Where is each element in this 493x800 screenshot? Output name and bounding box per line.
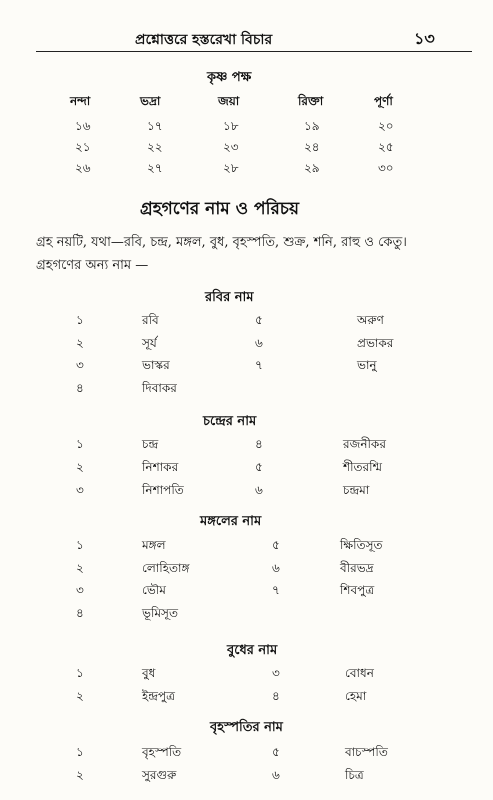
row-index: ৩	[76, 358, 84, 372]
name-cell: রজনীকর	[343, 437, 386, 451]
name-cell: সুরগুরু	[142, 768, 177, 782]
table-cell: ১৭	[147, 119, 163, 133]
name-cell: প্রভাকর	[357, 336, 394, 350]
table-header-cell: নন্দা	[70, 94, 91, 108]
table-cell: ১৯	[304, 119, 320, 133]
row-index: ১	[76, 666, 84, 680]
table-header-cell: রিক্তা	[298, 94, 324, 108]
row-index: ২	[76, 561, 84, 575]
name-cell: নিশাকর	[142, 460, 179, 474]
section-title-rabi: রবির নাম	[205, 290, 254, 305]
graha-section-title: গ্রহগণের নাম ও পরিচয়	[140, 199, 299, 219]
name-cell: শিবপুত্র	[340, 583, 375, 597]
row-index: ৪	[255, 437, 263, 451]
name-cell: চন্দ্রমা	[343, 483, 370, 497]
name-cell: ইন্দ্রপুত্র	[142, 689, 175, 703]
row-index: ৬	[272, 768, 280, 782]
row-index: ৭	[255, 358, 263, 372]
table-cell: ২৬	[75, 161, 91, 175]
name-cell: চন্দ্র	[142, 437, 159, 451]
row-index: ১	[76, 745, 84, 759]
row-index: ৬	[255, 483, 263, 497]
name-cell: মঙ্গল	[142, 538, 166, 552]
section-title-budh: বুধের নাম	[227, 643, 278, 658]
table-cell: ২৭	[147, 161, 163, 175]
row-index: ২	[76, 460, 84, 474]
row-index: ১	[76, 313, 84, 327]
row-index: ১	[76, 437, 84, 451]
name-cell: বাচস্পতি	[345, 745, 388, 759]
row-index: ৩	[76, 483, 84, 497]
table-cell: ২৯	[304, 161, 320, 175]
running-header-title: প্রশ্নোত্তরে হস্তরেখা বিচার	[135, 32, 273, 48]
section-title-brihaspati: বৃহস্পতির নাম	[210, 720, 283, 735]
row-index: ৪	[76, 381, 84, 395]
graha-intro-line: গ্রহগণের অন্য নাম —	[36, 258, 149, 273]
name-cell: নিশাপতি	[142, 483, 184, 497]
table-cell: ২২	[147, 140, 163, 154]
table-cell: ২৩	[223, 140, 239, 154]
name-cell: রবি	[142, 313, 159, 327]
row-index: ২	[76, 336, 84, 350]
row-index: ৪	[272, 689, 280, 703]
table-cell: ২৫	[378, 140, 394, 154]
row-index: ১	[76, 538, 84, 552]
name-cell: বীরভদ্র	[340, 561, 374, 575]
table-cell: ২১	[75, 140, 91, 154]
row-index: ৫	[255, 460, 263, 474]
name-cell: ভাস্কর	[142, 358, 170, 372]
table-header-cell: ভদ্রা	[140, 94, 161, 108]
name-cell: অরুণ	[357, 313, 384, 327]
row-index: ৪	[76, 606, 84, 620]
table-header-cell: পূর্ণা	[374, 94, 393, 108]
row-index: ৩	[76, 583, 84, 597]
table-cell: ২০	[378, 119, 394, 133]
row-index: ৫	[272, 745, 280, 759]
table-cell: ২৮	[223, 161, 239, 175]
row-index: ৫	[272, 538, 280, 552]
table-cell: ১৮	[223, 119, 239, 133]
name-cell: লোহিতাঙ্গ	[142, 561, 190, 575]
name-cell: ক্ষিতিসূত	[340, 538, 383, 552]
table-cell: ৩০	[378, 161, 394, 175]
table-cell: ২৪	[304, 140, 320, 154]
row-index: ৫	[255, 313, 263, 327]
row-index: ৬	[255, 336, 263, 350]
header-rule	[36, 51, 472, 52]
name-cell: ভূমিসূত	[142, 606, 178, 620]
table-cell: ১৬	[75, 119, 91, 133]
name-cell: ভৌম	[142, 583, 166, 597]
section-title-mangal: মঙ্গলের নাম	[200, 514, 262, 529]
name-cell: ভানু	[357, 358, 377, 372]
row-index: ৭	[272, 583, 280, 597]
krishna-paksha-title: কৃষ্ণ পক্ষ	[207, 70, 252, 85]
graha-intro-line: গ্রহ নয়টি, যথা—রবি, চন্দ্র, মঙ্গল, বুধ, বৃহস্পতি, শুক্র, শনি, রাহু ও কেতু।	[36, 235, 407, 250]
name-cell: বোধন	[345, 666, 374, 680]
name-cell: দিবাকর	[142, 381, 177, 395]
name-cell: বুধ	[142, 666, 156, 680]
name-cell: সূর্য	[142, 336, 157, 350]
name-cell: বৃহস্পতি	[142, 745, 182, 759]
row-index: ২	[76, 689, 84, 703]
row-index: ৬	[272, 561, 280, 575]
table-header-cell: জয়া	[218, 94, 240, 108]
name-cell: চিত্র	[345, 768, 364, 782]
row-index: ২	[76, 768, 84, 782]
name-cell: হেমা	[345, 689, 367, 703]
page-number: ১৩	[414, 29, 435, 48]
section-title-chandra: চন্দ্রের নাম	[203, 414, 257, 429]
row-index: ৩	[272, 666, 280, 680]
name-cell: শীতরশ্মি	[343, 460, 382, 474]
